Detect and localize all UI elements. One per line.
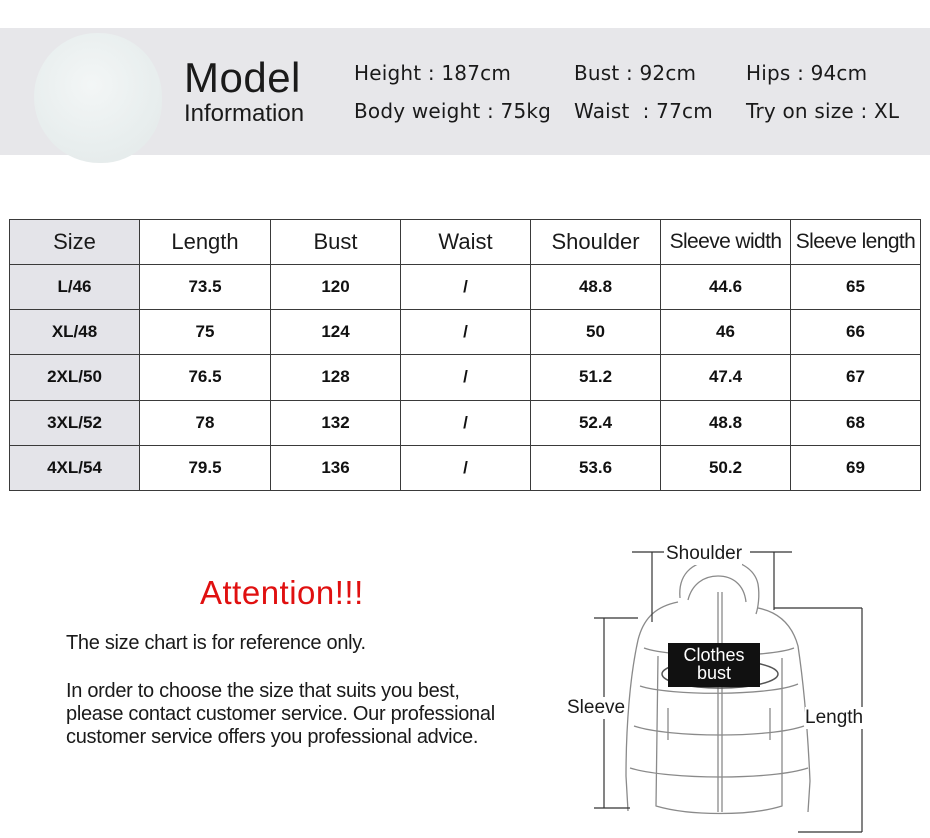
shoulder-cell: 48.8 [531, 265, 661, 310]
table-row [10, 355, 921, 400]
model-waist: Waist : 77cm [574, 99, 713, 123]
waist-cell: / [401, 310, 531, 355]
table-row [10, 265, 921, 310]
shoulder-label: Shoulder [666, 543, 743, 564]
length-cell: 78 [140, 400, 271, 445]
sleeve-length-cell: 69 [791, 445, 921, 490]
sleeve-width-cell: 47.4 [661, 355, 791, 400]
sleeve-label: Sleeve [567, 697, 626, 718]
size-cell: L/46 [10, 265, 140, 310]
bust-label-line-1: Clothes [683, 645, 745, 665]
waist-cell: / [401, 355, 531, 400]
length-cell: 79.5 [140, 445, 271, 490]
sleeve-width-cell: 48.8 [661, 400, 791, 445]
model-info-banner [0, 28, 930, 155]
clothes-bust-label [668, 643, 760, 687]
size-chart-table [9, 219, 921, 491]
sleeve-length-cell: 68 [791, 400, 921, 445]
sleeve-width-cell: 46 [661, 310, 791, 355]
model-bust: Bust : 92cm [574, 61, 697, 85]
model-hips: Hips : 94cm [746, 61, 868, 85]
length-label: Length [805, 707, 864, 728]
table-header-row [10, 220, 921, 265]
advice-line-3: customer service offers you professional advice. [66, 726, 479, 748]
sleeve-length-cell: 67 [791, 355, 921, 400]
attention-heading: Attention!!! [200, 574, 364, 611]
header-shoulder: Shoulder [531, 220, 661, 265]
shoulder-cell: 51.2 [531, 355, 661, 400]
table-row [10, 400, 921, 445]
model-height: Height : 187cm [354, 61, 512, 85]
size-cell: 2XL/50 [10, 355, 140, 400]
header-bust: Bust [271, 220, 401, 265]
sleeve-width-cell: 50.2 [661, 445, 791, 490]
bust-cell: 132 [271, 400, 401, 445]
bust-cell: 128 [271, 355, 401, 400]
size-cell: 4XL/54 [10, 445, 140, 490]
reference-note: The size chart is for reference only. [66, 632, 366, 654]
bust-cell: 120 [271, 265, 401, 310]
jacket-illustration [560, 536, 900, 838]
size-cell: XL/48 [10, 310, 140, 355]
advice-line-1: In order to choose the size that suits you best, [66, 680, 460, 702]
bust-cell: 136 [271, 445, 401, 490]
waist-cell: / [401, 400, 531, 445]
shoulder-cell: 50 [531, 310, 661, 355]
sleeve-width-cell: 44.6 [661, 265, 791, 310]
waist-cell: / [401, 265, 531, 310]
model-try-on-size: Try on size : XL [746, 99, 900, 123]
model-weight: Body weight : 75kg [354, 99, 552, 123]
length-cell: 75 [140, 310, 271, 355]
length-cell: 73.5 [140, 265, 271, 310]
table-row [10, 310, 921, 355]
shoulder-cell: 52.4 [531, 400, 661, 445]
bust-label-line-2: bust [696, 663, 732, 683]
waist-cell: / [401, 445, 531, 490]
header-length: Length [140, 220, 271, 265]
advice-line-2: please contact customer service. Our professional [66, 703, 495, 725]
length-cell: 76.5 [140, 355, 271, 400]
shoulder-cell: 53.6 [531, 445, 661, 490]
header-waist: Waist [401, 220, 531, 265]
sleeve-length-cell: 66 [791, 310, 921, 355]
size-cell: 3XL/52 [10, 400, 140, 445]
header-sleeve-width: Sleeve width [661, 220, 791, 265]
header-size: Size [10, 220, 140, 265]
table-row [10, 445, 921, 490]
model-avatar [34, 33, 162, 163]
model-subtitle: Information [184, 100, 305, 127]
sleeve-length-cell: 65 [791, 265, 921, 310]
model-title: Model [184, 54, 301, 101]
bust-cell: 124 [271, 310, 401, 355]
header-sleeve-length: Sleeve length [791, 220, 921, 265]
jacket-measurement-diagram [560, 536, 900, 838]
